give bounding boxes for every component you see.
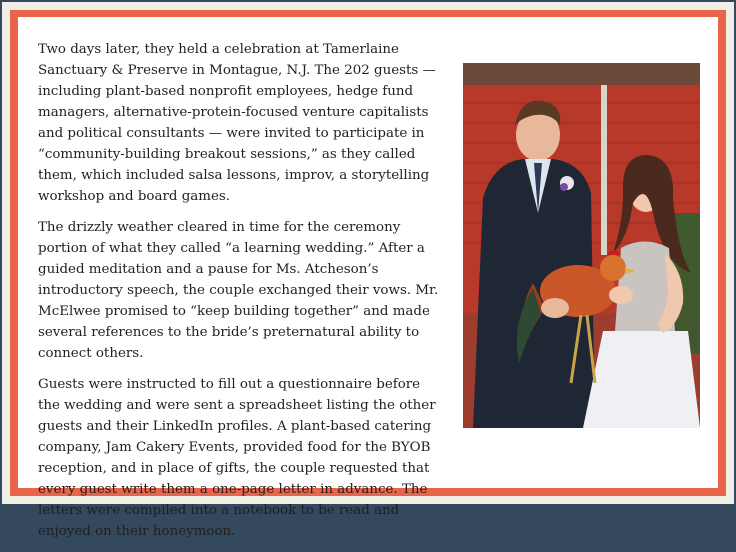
barn-post xyxy=(601,85,607,255)
article-body xyxy=(38,39,440,552)
rooster-head xyxy=(600,255,626,281)
paragraph-2: The drizzly weather cleared in time for the ceremony portion of what they called “a learning wedding.” After a guided meditation and a pause for Ms. Atcheson’s introductory speech, the couple exchanged their vows. Mr. McElwee promised to “keep building together” and made several references to the bride’s preternatural ability to connect others. xyxy=(38,220,439,361)
bride-hand xyxy=(609,286,633,304)
bride-skirt xyxy=(583,331,700,428)
wedding-photo xyxy=(463,63,700,428)
paragraph-1: Two days later, they held a celebration at Tamerlaine Sanctuary & Preserve in Montague, N.J. The 202 guests — including plant-based nonprofit employees, hedge fund managers, alternative-protein-focused venture capitalists and political consultants — were invited to participate in “community-building breakout sessions,” as they called them, which included salsa lessons, improv, a storytelling workshop and board games. xyxy=(38,42,436,204)
article-card xyxy=(18,17,718,539)
groom-hand xyxy=(541,298,569,318)
barn-roof-edge xyxy=(463,63,700,85)
wedding-photo-illustration xyxy=(463,63,700,428)
paragraph-3: Guests were instructed to fill out a questionnaire before the wedding and were sent a spreadsheet listing the other guests and their LinkedIn profiles. A plant-based catering company, Jam Cakery Events, provided food for the BYOB reception, and in place of gifts, the couple requested that every guest write them a one-page letter in advance. The letters were compiled into a notebook to be read and enjoyed on their honeymoon. xyxy=(38,377,436,539)
